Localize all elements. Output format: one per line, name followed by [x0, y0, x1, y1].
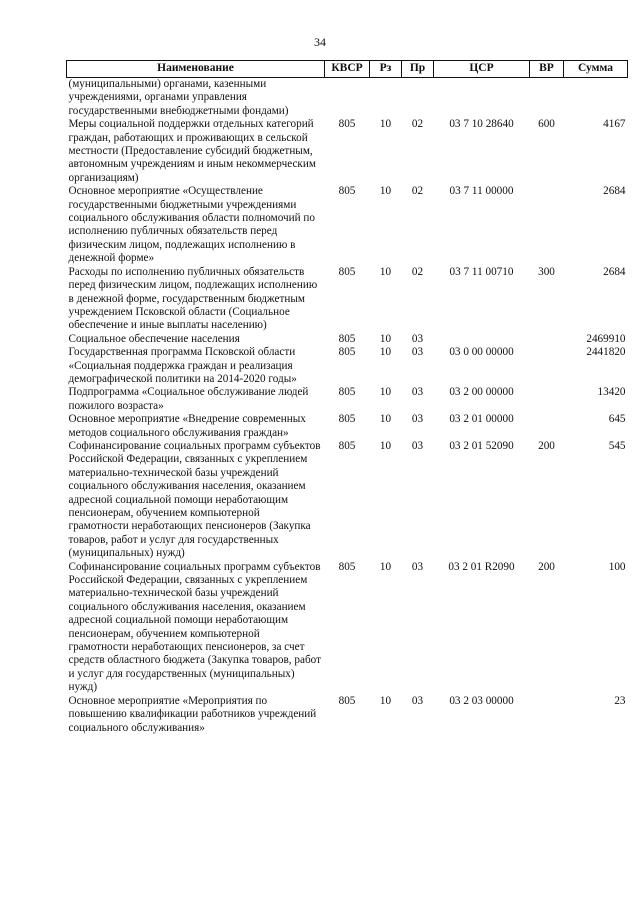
- header-kvsr: КВСР: [325, 61, 370, 78]
- table-row: [67, 413, 628, 440]
- row-rz: 10: [379, 332, 392, 345]
- row-rz: 10: [379, 560, 392, 573]
- page-number: 34: [314, 35, 326, 49]
- row-pr: 03: [411, 560, 424, 573]
- row-csr: [434, 78, 530, 119]
- row-vr: 200: [538, 439, 555, 452]
- row-rz: 10: [379, 439, 392, 452]
- row-name: Основное мероприятие «Внедрение современных методов социального обслуживания граждан»: [68, 413, 306, 439]
- row-rz: 10: [379, 694, 392, 707]
- row-kvsr: 805: [338, 560, 356, 573]
- row-vr: [530, 413, 564, 440]
- header-pr: Пр: [402, 61, 434, 78]
- row-name: Подпрограмма «Социальное обслуживание людей пожилого возраста»: [68, 386, 309, 412]
- row-kvsr: 805: [338, 265, 356, 278]
- row-pr: 03: [411, 332, 424, 345]
- row-vr: [530, 386, 564, 413]
- header-vr: ВР: [530, 61, 564, 78]
- row-kvsr: 805: [338, 185, 356, 198]
- row-pr: 03: [411, 413, 424, 426]
- table-row: [67, 386, 628, 413]
- row-csr: 03 7 10 28640: [449, 118, 514, 131]
- row-sum: [564, 78, 628, 119]
- row-pr: 03: [411, 386, 424, 399]
- table-row: [67, 695, 628, 735]
- row-pr: 03: [411, 694, 424, 707]
- row-sum: 645: [608, 413, 626, 426]
- row-rz: 10: [379, 118, 392, 131]
- row-sum: 23: [614, 694, 626, 707]
- row-csr: 03 7 11 00710: [449, 265, 514, 278]
- row-name: (муниципальными) органами, казенными учреждениями, органами управления государственными внебюджетными фондами): [68, 78, 289, 117]
- header-sum: Сумма: [564, 61, 628, 78]
- row-pr: 02: [411, 118, 424, 131]
- row-vr: [530, 695, 564, 735]
- row-pr: 03: [411, 346, 424, 359]
- row-name: Расходы по исполнению публичных обязательств перед физическим лицом, подлежащих исполнению в денежной форме, государственным бюджетным учреждением Псковской области (Социальное обеспечение и иные выплаты населению): [68, 265, 318, 332]
- row-vr: 600: [538, 118, 555, 131]
- row-sum: 13420: [597, 386, 626, 399]
- row-csr: 03 7 11 00000: [449, 185, 514, 198]
- row-kvsr: 805: [338, 118, 356, 131]
- row-sum: 2684: [603, 265, 626, 278]
- row-csr: 03 0 00 00000: [449, 346, 514, 359]
- row-sum: 100: [608, 560, 626, 573]
- row-rz: 10: [379, 185, 392, 198]
- row-name: Основное мероприятие «Осуществление государственными бюджетными учреждениями социального обслуживания области полномочий по исполнению публичных обязательств перед физическим лицом, подлежащих исполнению в денежной форме»: [68, 185, 316, 265]
- table-header-row: [67, 61, 628, 78]
- table-row: [67, 440, 628, 561]
- row-rz: 10: [379, 386, 392, 399]
- row-pr: [402, 78, 434, 119]
- row-pr: 02: [411, 185, 424, 198]
- row-pr: 03: [411, 439, 424, 452]
- header-rz: Рз: [370, 61, 402, 78]
- row-vr: [530, 346, 564, 386]
- row-rz: 10: [379, 413, 392, 426]
- row-rz: 10: [379, 346, 392, 359]
- row-sum: 2441820: [586, 346, 626, 359]
- row-sum: 4167: [603, 118, 626, 131]
- row-kvsr: 805: [338, 439, 356, 452]
- row-csr: 03 2 00 00000: [449, 386, 514, 399]
- row-name: Основное мероприятие «Мероприятия по повышению квалификации работников учреждений социального обслуживания»: [68, 694, 317, 734]
- row-name: Софинансирование социальных программ субъектов Российской Федерации, связанных с укреплением материально-технической базы учреждений социального обслуживания населения, оказанием адресной социальной помощи неработающим пенсионерам, обучением компьютерной грамотности неработающих пенсионеров, за счет средств областного бюджета (Закупка товаров, работ и услуг для государственных (муниципальных) нужд): [68, 560, 321, 694]
- row-csr: 03 2 01 00000: [449, 413, 514, 426]
- row-name: Меры социальной поддержки отдельных категорий граждан, работающих и проживающих в сельской местности (Предоставление субсидий бюджетным, автономным учреждениям и иным некоммерческим организациям): [68, 118, 316, 184]
- row-rz: 10: [379, 265, 392, 278]
- row-kvsr: 805: [338, 332, 356, 345]
- row-csr: 03 2 01 52090: [449, 439, 514, 452]
- row-kvsr: 805: [338, 694, 356, 707]
- row-csr: 03 2 03 00000: [449, 694, 514, 707]
- row-kvsr: 805: [338, 386, 356, 399]
- header-name: Наименование: [67, 61, 325, 78]
- table-row: [67, 266, 628, 333]
- table-row: [67, 78, 628, 119]
- row-name: Социальное обеспечение населения: [68, 332, 240, 345]
- row-sum: 2684: [603, 185, 626, 198]
- row-name: Софинансирование социальных программ субъектов Российской Федерации, связанных с укреплением материально-технической базы учреждений социального обслуживания населения, оказанием адресной социальной помощи неработающим пенсионерам, обучением компьютерной грамотности неработающих пенсионеров (Закупка товаров, работ и услуг для государственных (муниципальных) нужд): [68, 439, 321, 560]
- row-kvsr: 805: [338, 346, 356, 359]
- row-csr: 03 2 01 R2090: [448, 560, 515, 573]
- table-row: [67, 333, 628, 346]
- budget-table: [66, 60, 628, 735]
- row-csr: [434, 333, 530, 346]
- table-row: [67, 561, 628, 695]
- row-pr: 02: [411, 265, 424, 278]
- row-name: Государственная программа Псковской области «Социальная поддержка граждан и реализация демографической политики на 2014-2020 годы»: [68, 346, 297, 385]
- row-sum: 2469910: [586, 332, 626, 345]
- row-sum: 545: [608, 439, 626, 452]
- row-vr: [530, 185, 564, 265]
- row-vr: [530, 78, 564, 119]
- table-row: [67, 346, 628, 386]
- row-vr: [530, 333, 564, 346]
- row-vr: 200: [538, 560, 555, 573]
- row-rz: [370, 78, 402, 119]
- row-kvsr: [325, 78, 370, 119]
- header-csr: ЦСР: [434, 61, 530, 78]
- row-kvsr: 805: [338, 413, 356, 426]
- table-row: [67, 118, 628, 185]
- table-row: [67, 185, 628, 265]
- row-vr: 300: [538, 265, 555, 278]
